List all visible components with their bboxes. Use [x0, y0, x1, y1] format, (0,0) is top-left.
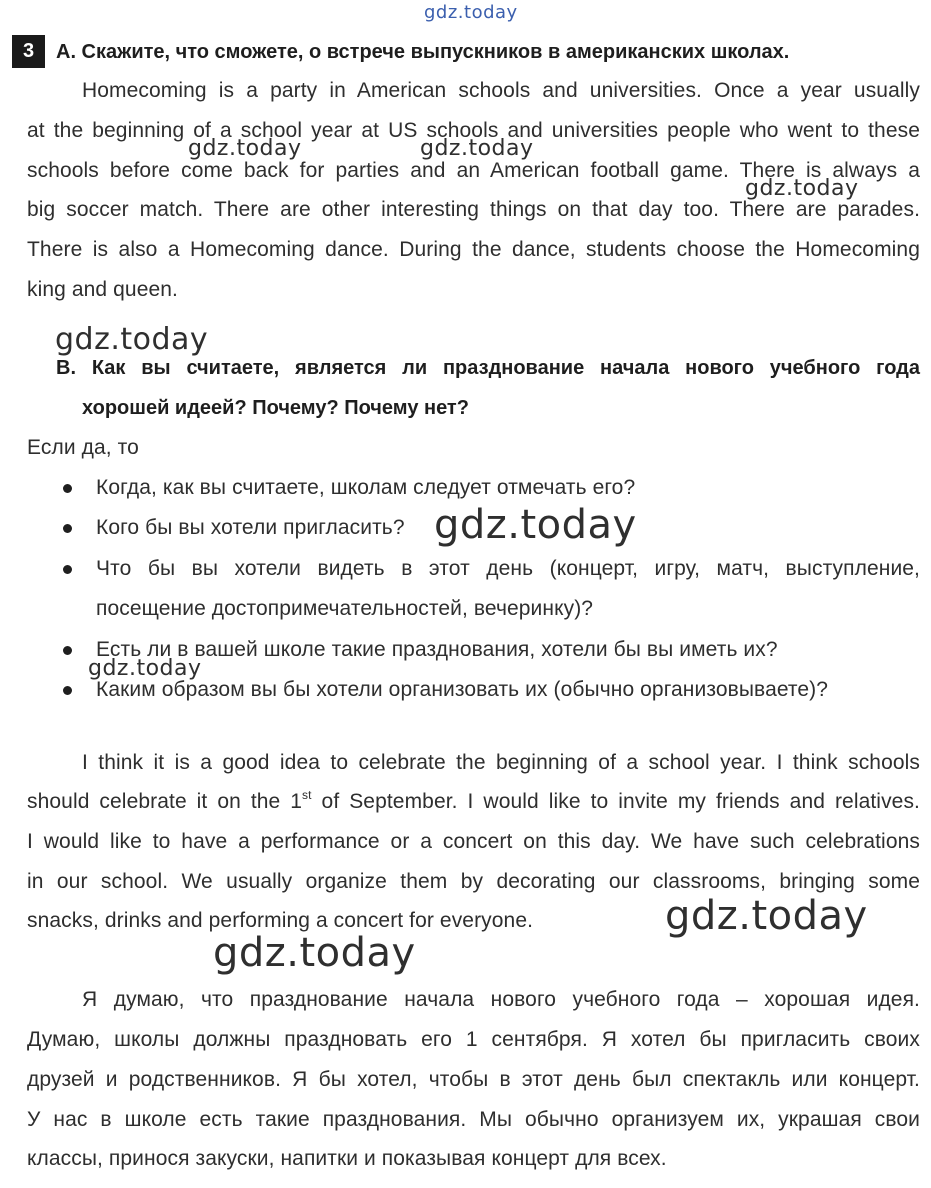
- watermark: gdz.today: [424, 2, 518, 23]
- part-a-line: big soccer match. There are other interesting things on that day too. There are parades.: [27, 198, 920, 221]
- answer-ru-line: друзей и родственников. Я бы хотел, чтобы в этот день был спектакль или концерт.: [27, 1068, 920, 1091]
- answer-en-line: in our school. We usually organize them by decorating our classrooms, bringing some: [27, 870, 920, 893]
- bullet-item: Что бы вы хотели видеть в этот день (концерт, игру, матч, выступление,: [96, 557, 920, 580]
- part-a-heading: А. Скажите, что сможете, о встрече выпускников в американских школах.: [56, 41, 790, 63]
- bullet-dot-icon: [63, 646, 72, 655]
- watermark: gdz.today: [665, 893, 868, 939]
- part-b-heading: В. Как вы считаете, является ли празднование начала нового учебного года: [56, 357, 920, 379]
- answer-en-text: should celebrate it on the 1: [27, 790, 303, 813]
- answer-en-line: I would like to have a performance or a concert on this day. We have such celebrations: [27, 830, 920, 853]
- watermark: gdz.today: [745, 176, 859, 201]
- bullet-dot-icon: [63, 565, 72, 574]
- watermark: gdz.today: [434, 502, 637, 548]
- answer-en-line: I think it is a good idea to celebrate the beginning of a school year. I think schools: [82, 751, 920, 774]
- bullet-item: Когда, как вы считаете, школам следует отмечать его?: [96, 476, 636, 499]
- part-a-line: at the beginning of a school year at US schools and universities people who went to these: [27, 119, 920, 142]
- watermark: gdz.today: [55, 322, 209, 357]
- answer-en-text: of September. I would like to invite my friends and relatives.: [311, 790, 920, 813]
- bullet-item: Кого бы вы хотели пригласить?: [96, 516, 405, 539]
- part-b-heading: хорошей идеей? Почему? Почему нет?: [82, 397, 469, 419]
- bullet-item: Есть ли в вашей школе такие празднования, хотели бы вы иметь их?: [96, 638, 778, 661]
- part-a-line: schools before come back for parties and an American football game. There is always a: [27, 159, 920, 182]
- part-a-line: There is also a Homecoming dance. During the dance, students choose the Homecoming: [27, 238, 920, 261]
- answer-ru-line: У нас в школе есть такие празднования. Мы обычно организуем их, украшая свои: [27, 1108, 920, 1131]
- ordinal-suffix: st: [302, 788, 312, 802]
- answer-ru-line: Думаю, школы должны праздновать его 1 сентября. Я хотел бы пригласить своих: [27, 1028, 920, 1051]
- watermark: gdz.today: [188, 136, 302, 161]
- watermark: gdz.today: [213, 930, 416, 976]
- part-a-line: king and queen.: [27, 278, 178, 301]
- answer-en-line: snacks, drinks and performing a concert for everyone.: [27, 909, 534, 932]
- bullet-dot-icon: [63, 484, 72, 493]
- watermark: gdz.today: [420, 136, 534, 161]
- bullet-dot-icon: [63, 686, 72, 695]
- part-a-line: Homecoming is a party in American schools and universities. Once a year usually: [82, 79, 920, 102]
- bullet-item-continuation: посещение достопримечательностей, вечеринку)?: [96, 597, 594, 620]
- bullet-dot-icon: [63, 524, 72, 533]
- bullet-item: Каким образом вы бы хотели организовать их (обычно организовываете)?: [96, 678, 829, 701]
- answer-ru-line: классы, принося закуски, напитки и показывая концерт для всех.: [27, 1147, 667, 1170]
- part-b-intro: Если да, то: [27, 436, 139, 459]
- answer-en-line: [27, 789, 920, 815]
- exercise-number-badge: 3: [12, 35, 45, 68]
- answer-ru-line: Я думаю, что празднование начала нового учебного года – хорошая идея.: [82, 988, 920, 1011]
- watermark: gdz.today: [88, 656, 202, 681]
